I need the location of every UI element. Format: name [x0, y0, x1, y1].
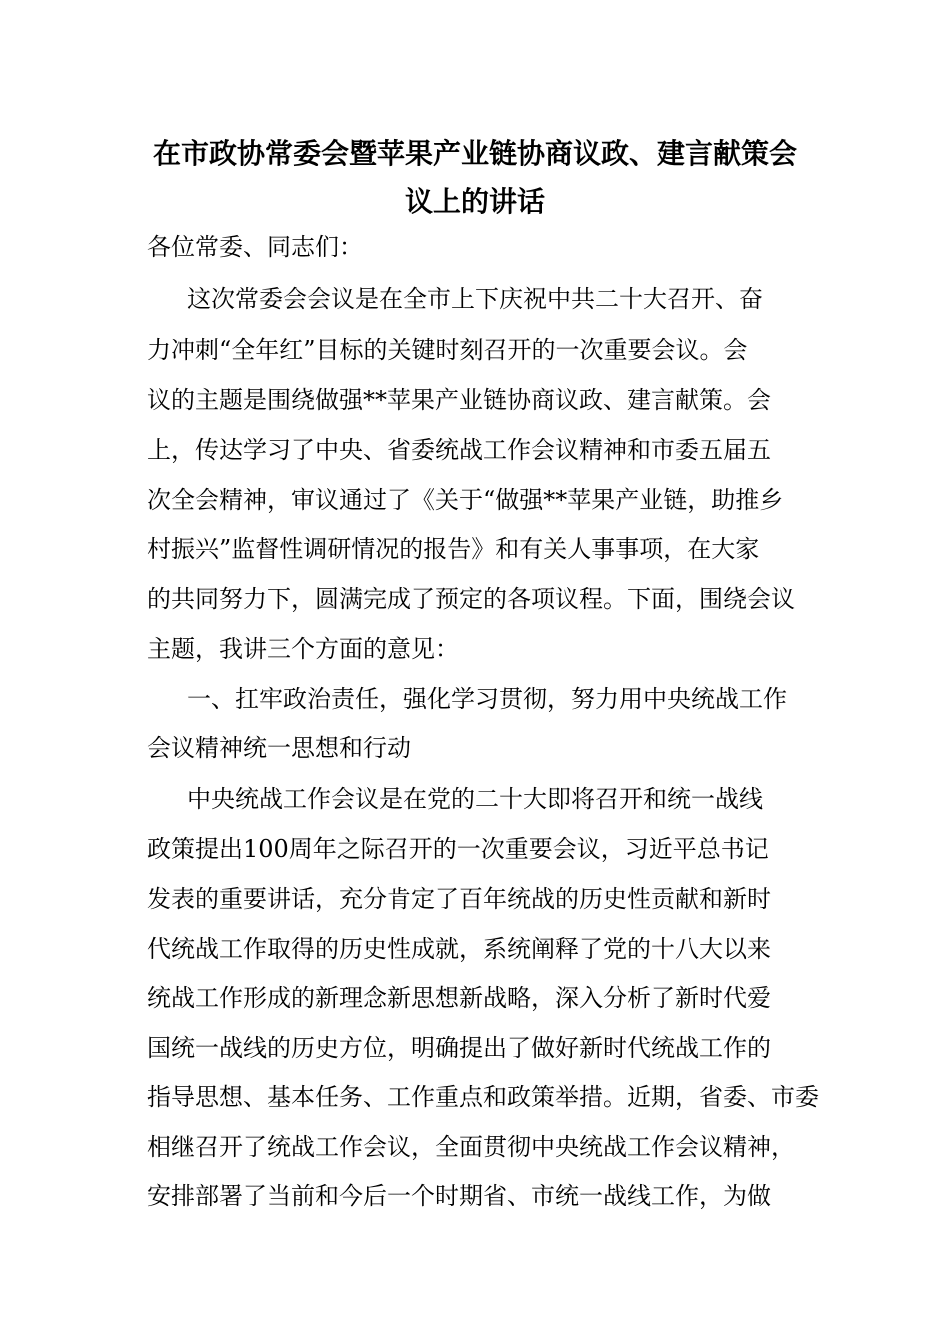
paragraph-line: 代统战工作取得的历史性成就，系统阐释了党的十八大以来	[147, 935, 771, 963]
section-heading-line: 会议精神统一思想和行动	[147, 734, 411, 762]
paragraph-line: 次全会精神，审议通过了《关于“做强**苹果产业链，助推乡	[147, 486, 784, 514]
paragraph-line: 议的主题是围绕做强**苹果产业链协商议政、建言献策。会	[147, 386, 771, 414]
document-title-line-2: 议上的讲话	[404, 185, 545, 218]
paragraph-line: 发表的重要讲话，充分肯定了百年统战的历史性贡献和新时	[147, 885, 771, 913]
paragraph-line: 这次常委会会议是在全市上下庆祝中共二十大召开、奋	[187, 285, 763, 313]
paragraph-line: 主题，我讲三个方面的意见：	[147, 635, 459, 663]
section-heading-line: 一、扛牢政治责任，强化学习贯彻，努力用中央统战工作	[187, 685, 787, 713]
paragraph-line: 统战工作形成的新理念新思想新战略，深入分析了新时代爱	[147, 984, 771, 1012]
paragraph-line: 力冲刺“全年红”目标的关键时刻召开的一次重要会议。会	[147, 336, 748, 364]
paragraph-line: 政策提出100周年之际召开的一次重要会议，习近平总书记	[147, 835, 769, 863]
paragraph-line: 村振兴”监督性调研情况的报告》和有关人事事项，在大家	[147, 535, 760, 563]
paragraph-line: 国统一战线的历史方位，明确提出了做好新时代统战工作的	[147, 1034, 771, 1062]
paragraph-line: 安排部署了当前和今后一个时期省、市统一战线工作，为做	[147, 1182, 771, 1210]
paragraph-line: 指导思想、基本任务、工作重点和政策举措。近期，省委、市委	[147, 1083, 819, 1111]
paragraph-line: 中央统战工作会议是在党的二十大即将召开和统一战线	[187, 785, 763, 813]
document-title-line-1: 在市政协常委会暨苹果产业链协商议政、建言献策会	[152, 137, 797, 170]
paragraph-line: 上，传达学习了中央、省委统战工作会议精神和市委五届五	[147, 436, 771, 464]
paragraph-line: 相继召开了统战工作会议，全面贯彻中央统战工作会议精神，	[147, 1133, 795, 1161]
paragraph-line: 的共同努力下，圆满完成了预定的各项议程。下面，围绕会议	[147, 585, 795, 613]
salutation: 各位常委、同志们：	[147, 233, 363, 261]
